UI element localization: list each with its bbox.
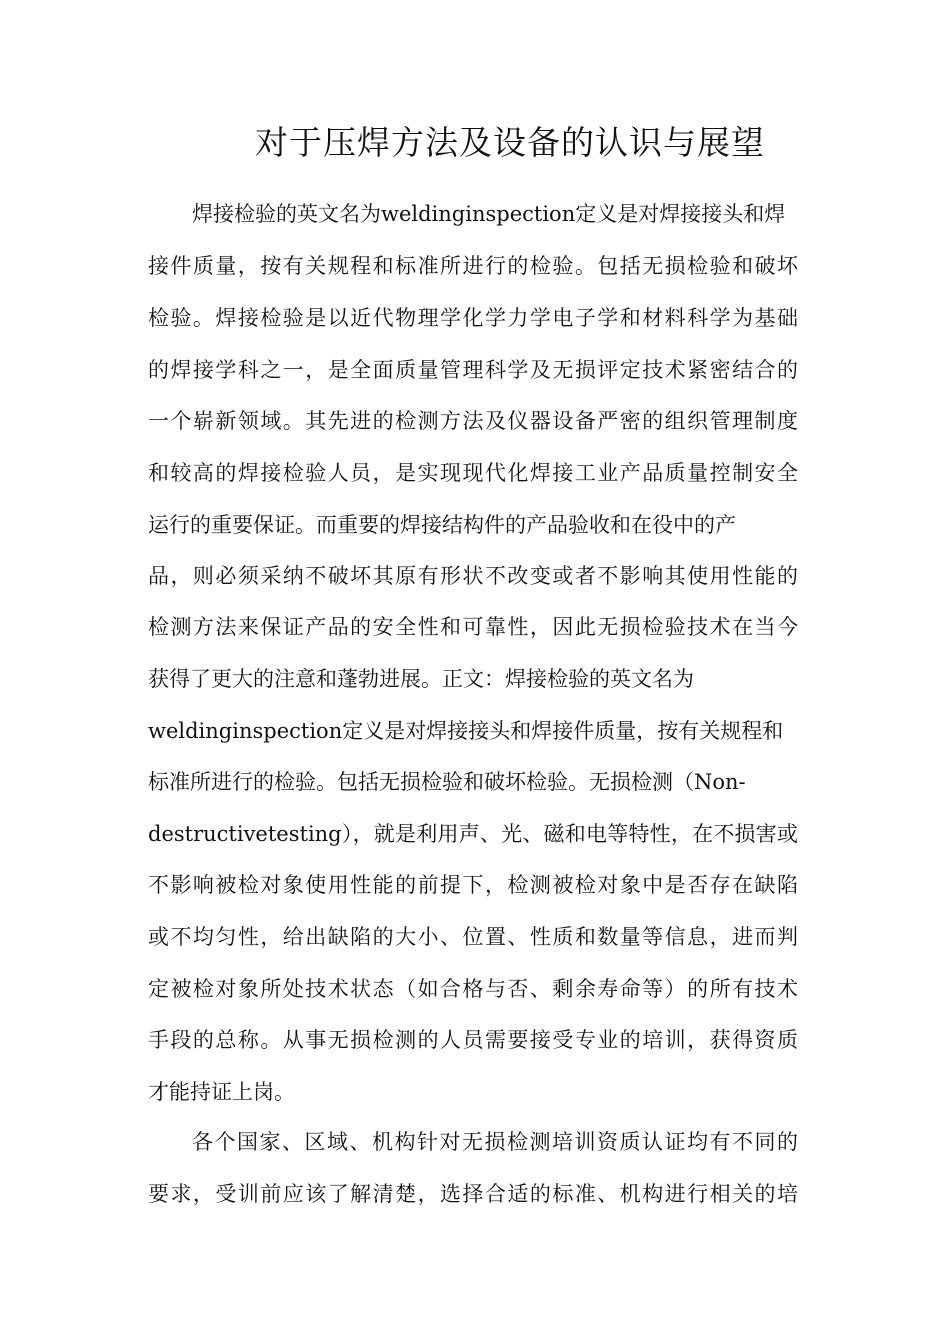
paragraph-line: 不影响被检对象使用性能的前提下，检测被检对象中是否存在缺陷: [148, 873, 798, 897]
paragraph-line: 焊接检验的英文名为weldinginspection定义是对焊接接头和焊: [192, 202, 786, 226]
paragraph-line: 一个崭新领域。其先进的检测方法及仪器设备严密的组织管理制度: [148, 409, 798, 433]
paragraph-line: 要求，受训前应该了解清楚，选择合适的标准、机构进行相关的培: [148, 1182, 798, 1206]
paragraph-line: 手段的总称。从事无损检测的人员需要接受专业的培训，获得资质: [148, 1028, 798, 1052]
paragraph-line: 检测方法来保证产品的安全性和可靠性，因此无损检验技术在当今: [148, 615, 798, 639]
paragraph-line: 运行的重要保证。而重要的焊接结构件的产品验收和在役中的产: [148, 513, 736, 537]
paragraph-line: 检验。焊接检验是以近代物理学化学力学电子学和材料科学为基础: [148, 306, 798, 330]
paragraph-line: destructivetesting），就是利用声、光、磁和电等特性，在不损害或: [148, 822, 798, 846]
paragraph-line: weldinginspection定义是对焊接接头和焊接件质量，按有关规程和: [148, 719, 784, 743]
paragraph-line: 各个国家、区域、机构针对无损检测培训资质认证均有不同的: [192, 1130, 798, 1154]
paragraph-line: 定被检对象所处技术状态（如合格与否、剩余寿命等）的所有技术: [148, 977, 798, 1001]
paragraph-line: 品，则必须采纳不破坏其原有形状不改变或者不影响其使用性能的: [148, 564, 798, 588]
document-title: 对于压焊方法及设备的认识与展望: [255, 123, 765, 162]
paragraph-line: 接件质量，按有关规程和标准所进行的检验。包括无损检验和破坏: [148, 254, 798, 278]
paragraph-line: 和较高的焊接检验人员，是实现现代化焊接工业产品质量控制安全: [148, 461, 798, 485]
paragraph-line: 才能持证上岗。: [148, 1080, 295, 1104]
paragraph-line: 的焊接学科之一，是全面质量管理科学及无损评定技术紧密结合的: [148, 358, 798, 382]
paragraph-line: 标准所进行的检验。包括无损检验和破坏检验。无损检测（Non-: [148, 770, 746, 794]
paragraph-line: 获得了更大的注意和蓬勃进展。正文：焊接检验的英文名为: [148, 667, 694, 691]
paragraph-line: 或不均匀性，给出缺陷的大小、位置、性质和数量等信息，进而判: [148, 925, 798, 949]
